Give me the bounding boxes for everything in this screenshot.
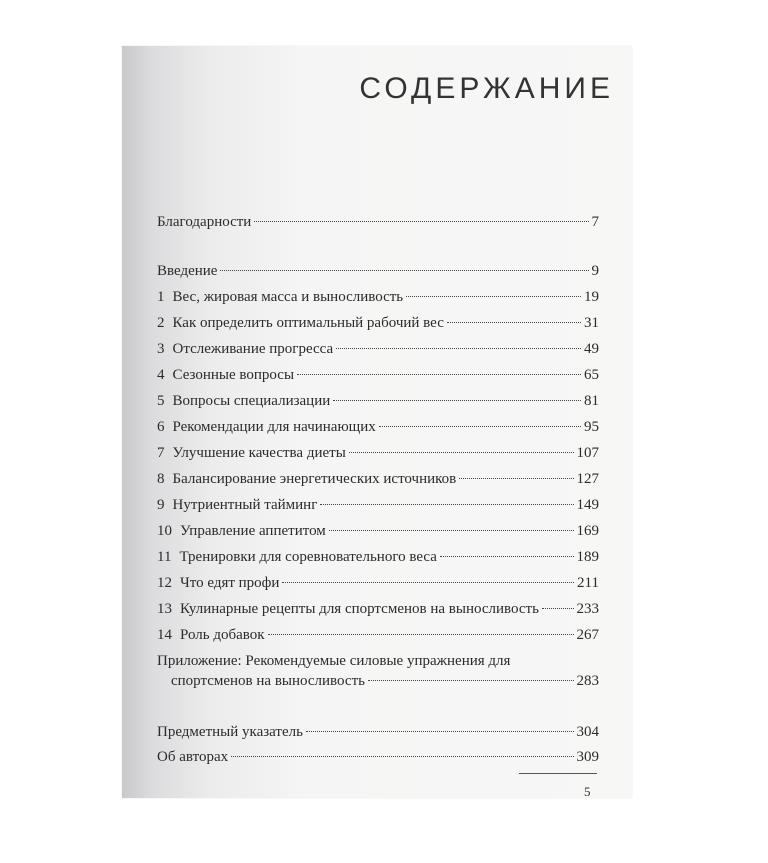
- chapter-number: 13: [157, 601, 172, 617]
- toc-entry-label: Вес, жировая масса и выносливость: [172, 289, 404, 305]
- dot-leader: [368, 680, 574, 681]
- toc-appendix-title: Приложение: Рекомендуемые силовые упражнения для: [157, 653, 511, 669]
- chapter-number: 11: [157, 549, 172, 565]
- toc-entry-label: Как определить оптимальный рабочий вес: [172, 315, 444, 331]
- dot-leader: [282, 582, 574, 583]
- toc-entry-chapter-6: [157, 417, 599, 437]
- page-title: СОДЕРЖАНИЕ: [359, 72, 614, 105]
- dot-leader: [329, 530, 574, 531]
- dot-leader: [268, 634, 574, 635]
- page-number: 5: [584, 784, 591, 799]
- toc-entry-page: 9: [591, 263, 599, 279]
- toc-entry-chapter-8: [157, 469, 599, 489]
- toc-entry-label: Балансирование энергетических источников: [172, 471, 457, 487]
- toc-entry-label: Благодарности: [157, 214, 252, 230]
- toc-entry-label: Об авторах: [157, 749, 229, 765]
- toc-entry-page: 304: [576, 724, 599, 740]
- toc-entry-label: Улучшение качества диеты: [172, 445, 346, 461]
- toc-entry-chapter-1: [157, 287, 599, 307]
- toc-entry-chapter-3: [157, 339, 599, 359]
- toc-entry-label: Сезонные вопросы: [172, 367, 295, 383]
- chapter-number: 2: [157, 315, 165, 331]
- dot-leader: [542, 608, 574, 609]
- toc-entry-page: 309: [576, 749, 599, 765]
- chapter-number: 5: [157, 393, 165, 409]
- toc-entry-chapter-4: [157, 365, 599, 385]
- toc-entry-introduction: [157, 261, 599, 281]
- dot-leader: [306, 731, 574, 732]
- book-page: [122, 46, 632, 798]
- toc-entry-page: 107: [576, 445, 599, 461]
- chapter-number: 14: [157, 627, 172, 643]
- toc-entry-appendix: [171, 671, 599, 691]
- dot-leader: [220, 270, 588, 271]
- dot-leader: [320, 504, 573, 505]
- toc-entry-label: Роль добавок: [180, 627, 265, 643]
- chapter-number: 12: [157, 575, 172, 591]
- chapter-number: 3: [157, 341, 165, 357]
- toc-entry-label: Тренировки для соревновательного веса: [179, 549, 437, 565]
- dot-leader: [440, 556, 574, 557]
- toc-entry-page: 233: [576, 601, 599, 617]
- toc-entry-page: 7: [591, 214, 599, 230]
- toc-entry-page: 19: [584, 289, 599, 305]
- toc-entry-label: Отслеживание прогресса: [172, 341, 334, 357]
- toc-entry-chapter-14: [157, 625, 599, 645]
- chapter-number: 4: [157, 367, 165, 383]
- toc-entry-page: 211: [577, 575, 599, 591]
- dot-leader: [336, 348, 581, 349]
- toc-entry-page: 81: [584, 393, 599, 409]
- dot-leader: [459, 478, 573, 479]
- chapter-number: 10: [157, 523, 172, 539]
- toc-entry-chapter-7: [157, 443, 599, 463]
- chapter-number: 8: [157, 471, 165, 487]
- chapter-number: 1: [157, 289, 165, 305]
- dot-leader: [349, 452, 574, 453]
- toc-entry-about-authors: [157, 747, 599, 767]
- toc-entry-label: Нутриентный тайминг: [172, 497, 318, 513]
- footer-rule: [519, 773, 597, 774]
- toc-entry-chapter-10: [157, 521, 599, 541]
- toc-entry-page: 267: [576, 627, 599, 643]
- dot-leader: [406, 296, 581, 297]
- toc-entry-label: Управление аппетитом: [180, 523, 326, 539]
- toc-entry-page: 149: [576, 497, 599, 513]
- toc-entry-subject-index: [157, 722, 599, 742]
- toc-entry-label: Кулинарные рецепты для спортсменов на выносливость: [180, 601, 539, 617]
- chapter-number: 7: [157, 445, 165, 461]
- chapter-number: 6: [157, 419, 165, 435]
- toc-entry-label: Вопросы специализации: [172, 393, 331, 409]
- toc-entry-chapter-2: [157, 313, 599, 333]
- dot-leader: [297, 374, 581, 375]
- dot-leader: [379, 426, 581, 427]
- toc-entry-page: 95: [584, 419, 599, 435]
- toc-entry-chapter-13: [157, 599, 599, 619]
- toc-entry-page: 127: [576, 471, 599, 487]
- toc-entry-label: Что едят профи: [180, 575, 280, 591]
- toc-entry-label: Рекомендации для начинающих: [172, 419, 376, 435]
- toc-entry-chapter-5: [157, 391, 599, 411]
- toc-entry-page: 49: [584, 341, 599, 357]
- toc-entry-label: Введение: [157, 263, 218, 279]
- toc-entry-label: спортсменов на выносливость: [171, 673, 365, 689]
- toc-entry-chapter-9: [157, 495, 599, 515]
- dot-leader: [447, 322, 581, 323]
- toc-entry-page: 189: [576, 549, 599, 565]
- dot-leader: [333, 400, 581, 401]
- toc-entry-acknowledgements: [157, 212, 599, 232]
- toc-entry-chapter-11: [157, 547, 599, 567]
- toc-entry-page: 65: [584, 367, 599, 383]
- toc-entry-page: 31: [584, 315, 599, 331]
- dot-leader: [231, 756, 573, 757]
- dot-leader: [254, 221, 588, 222]
- toc-entry-page: 169: [576, 523, 599, 539]
- toc-entry-label: Предметный указатель: [157, 724, 303, 740]
- chapter-number: 9: [157, 497, 165, 513]
- toc-entry-page: 283: [576, 673, 599, 689]
- toc-entry-chapter-12: [157, 573, 599, 593]
